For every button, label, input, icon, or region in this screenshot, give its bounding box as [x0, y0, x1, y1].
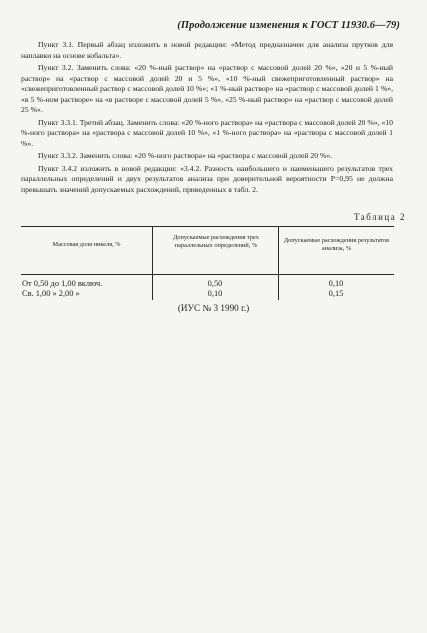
page-header: (Продолжение изменения к ГОСТ 11930.6—79)	[177, 20, 400, 31]
paragraph-3-1: Пункт 3.1. Первый абзац изложить в новой редакции: «Метод предназначен для анализа прутков для наплавки на основе кобальта».	[21, 40, 393, 60]
row-2-analysis: 0,15	[328, 289, 344, 298]
table-2	[21, 226, 394, 301]
paragraph-3-4-2: Пункт 3.4.2 изложить в новой редакции: «3.4.2. Разность наибольшего и наименьшего результатов трех параллельных определений и двух результатов анализа при доверительной вероятности P=0,95 не должна превышать значений допускаемых расхождений, приведенных в табл. 2.	[21, 163, 393, 194]
row-1-analysis: 0,10	[328, 279, 344, 288]
header-parallel-tolerance: Допускаемые расхождения трех параллельных определений, %	[173, 234, 259, 250]
table-caption: Таблица 2	[354, 212, 406, 222]
table-header-rule	[21, 274, 394, 275]
header-nickel-fraction: Массовая доля никеля, %	[52, 241, 121, 248]
paragraph-3-3-1: Пункт 3.3.1. Третий абзац. Заменить слова: «20 %-ного раствора» на «раствора с массовой долей 20 %», «10 %-ного раствора» на «раствора с массовой долей 10 %», «1 %-ного раствора» на «раствора с массовой долей 1 %».	[21, 117, 393, 148]
row-2-range: Св. 1,00 » 2,00 »	[22, 289, 80, 298]
ius-reference: (ИУС № 3 1990 г.)	[177, 303, 250, 313]
paragraph-3-3-2: Пункт 3.3.2. Заменить слова: «20 %-ного раствора» на «раствора с массовой долей 20 %».	[38, 151, 333, 161]
table-top-rule	[21, 226, 394, 227]
row-1-range: От 0,50 до 1,00 включ.	[22, 279, 103, 288]
row-2-parallel: 0,10	[207, 289, 223, 298]
row-1-parallel: 0,50	[207, 279, 223, 288]
paragraph-3-2: Пункт 3.2. Заменить слова: «20 %-ный раствор» на «раствор с массовой долей 20 %», «20 и 5 %-ный раствор» на «раствор с массовой долей 20 и 5 %», «10 %-ный свежеприготовленный раствор» на «свежеприготовленный раствор с массовой долей 10 %»; «1 %-ный раствор» на «раствор с массовой долей 1 %», «в 5 %-ном растворе» на «в растворе с массовой долей 5 %», «25 %-ный раствор» на «раствор с массовой долей 25 %».	[21, 62, 393, 115]
header-analysis-tolerance: Допускаемые расхождения результатов анализа, %	[283, 237, 390, 253]
amendment-text	[21, 40, 393, 197]
